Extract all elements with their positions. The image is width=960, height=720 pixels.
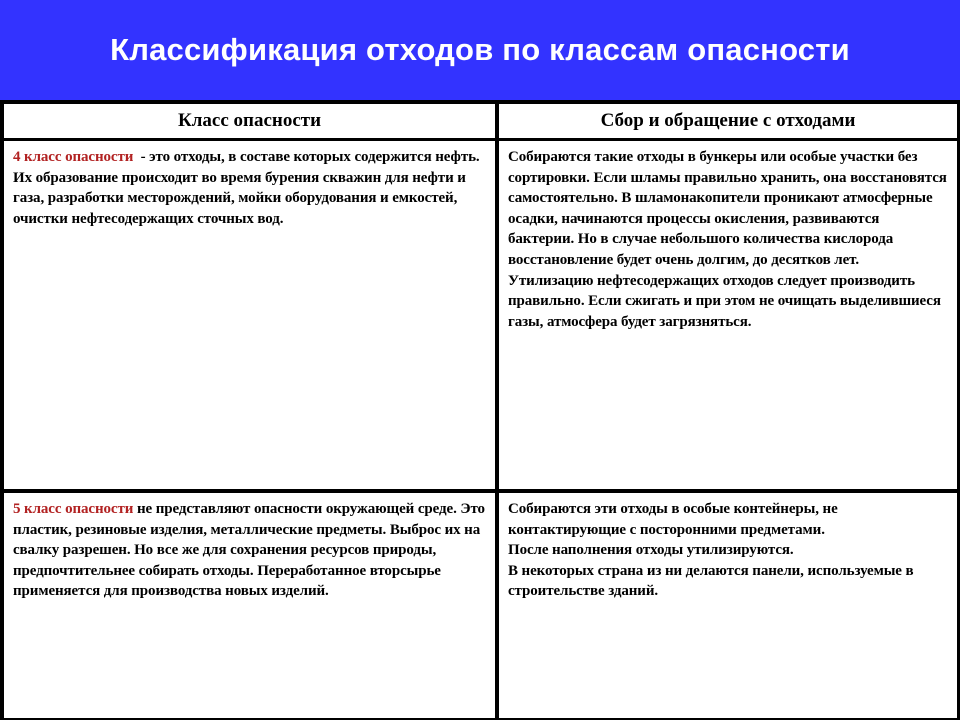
title-bar	[0, 0, 960, 100]
class5-handling-line: Собираются эти отходы в особые контейнеры, не контактирующие с посторонними предметами.	[508, 501, 838, 538]
class5-label: 5 класс опасности	[13, 501, 134, 517]
class5-handling-cell	[499, 493, 957, 718]
slide-title: Классификация отходов по классам опасности	[110, 32, 850, 67]
class4-handling: Собираются такие отходы в бункеры или особые участки без сортировки. Если шламы правильно хранить, она восстановятся самостоятельно. В шламонакопители проникают атмосферные осадки, начинаются процессы окисления, развиваются бактерии. Но в случае небольшого количества кислорода восстановление будет очень долгим, до десятков лет. Утилизацию нефтесодержащих отходов следует производить правильно. Если сжигать и при этом не очищать выделившиеся газы, атмосфера будет загрязняться.	[508, 149, 947, 330]
class4-handling-cell	[499, 141, 957, 489]
class5-handling-line: В некоторых страна из ни делаются панели, используемые в строительстве зданий.	[508, 562, 914, 600]
header-waste-handling	[499, 104, 957, 138]
class4-description-cell	[4, 141, 495, 489]
header-hazard-class	[4, 104, 495, 138]
class5-handling-line: После наполнения отходы утилизируются.	[508, 542, 794, 559]
header-hazard-class-label: Класс опасности	[177, 110, 322, 131]
class5-description: не представляют опасности окружающей среде. Это пластик, резиновые изделия, металлические предметы. Выброс их на свалку разрешен. Но все же для сохранения ресурсов природы, предпочтительнее собирать отходы. Переработанное вторсырье применяется для производства новых изделий.	[13, 501, 489, 600]
header-waste-handling-label: Сбор и обращение с отходами	[600, 110, 856, 131]
class5-description-cell	[4, 493, 495, 718]
class4-description: - это отходы, в составе которых содержится нефть. Их образование происходит во время бурения скважин для нефти и газа, разработки месторождений, мойки оборудования и емкостей, очистки нефтесодержащих сточных вод.	[13, 149, 484, 227]
class4-label: 4 класс опасности	[13, 149, 134, 165]
